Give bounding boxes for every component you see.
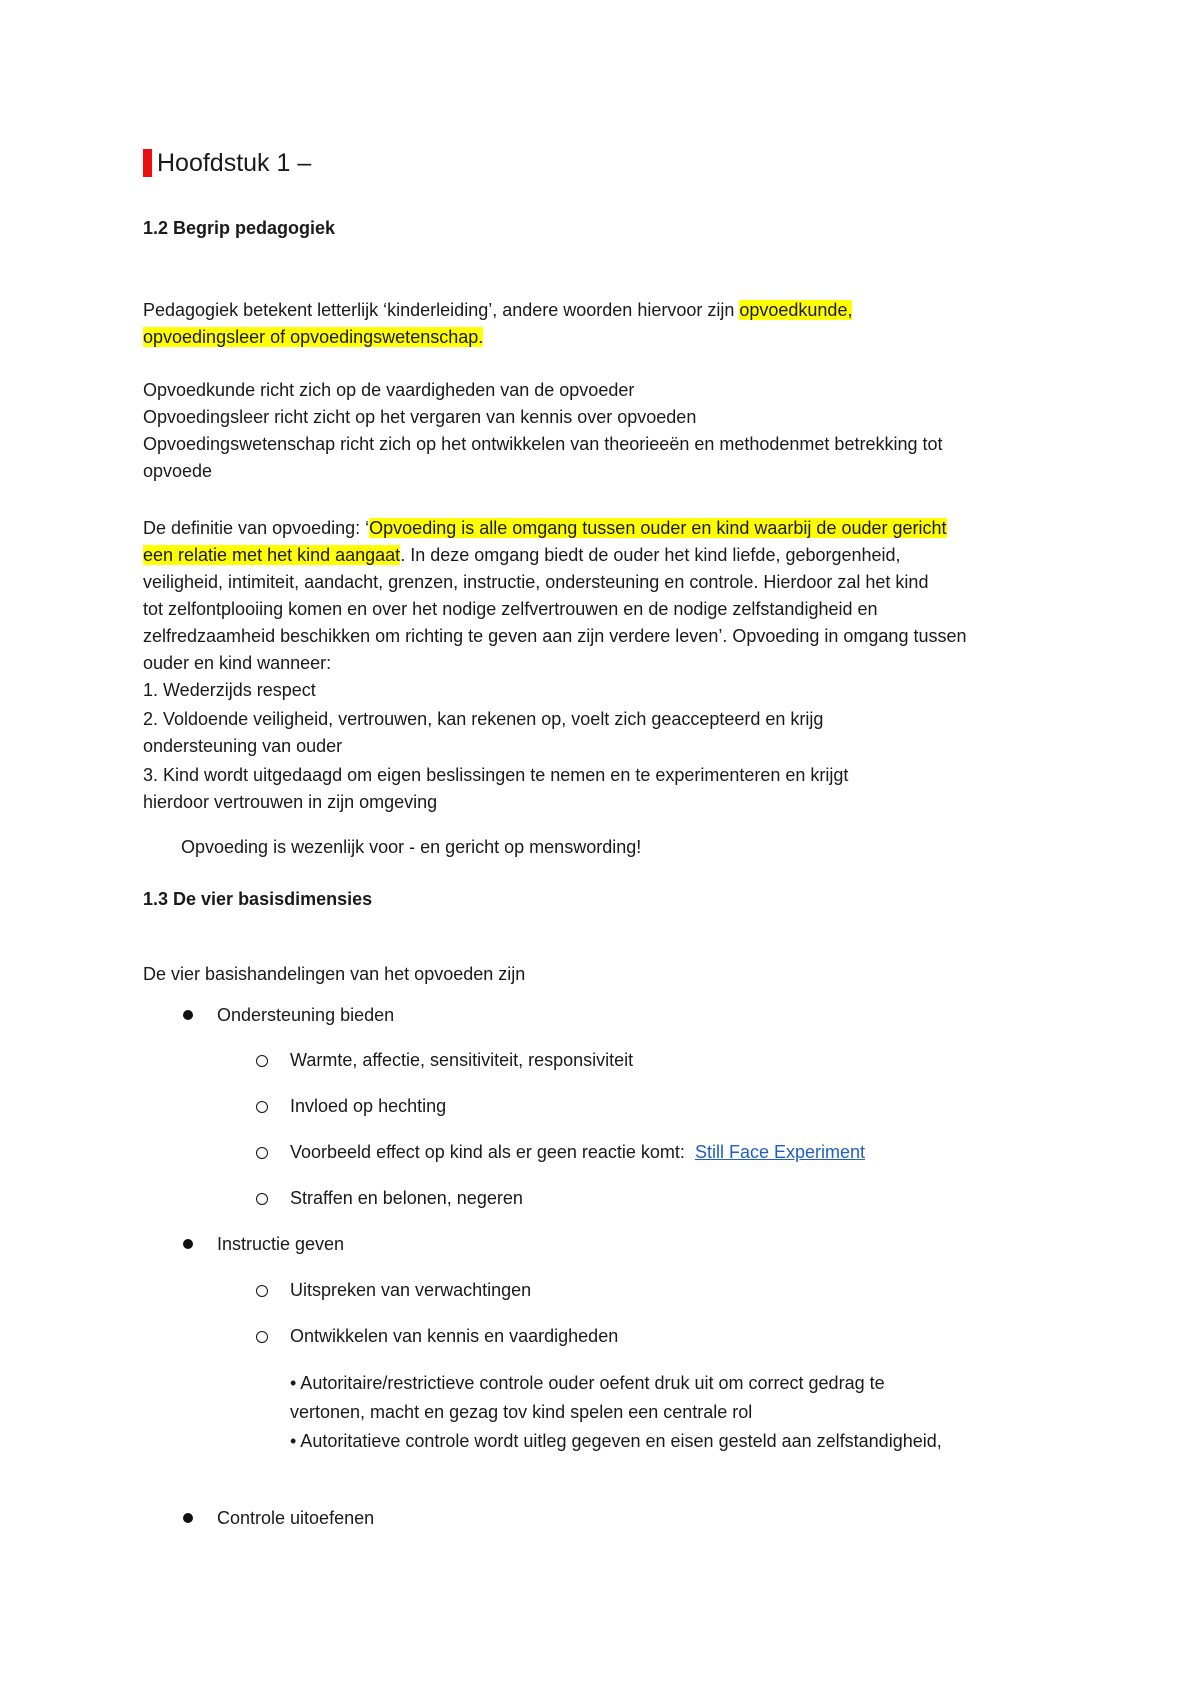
sub-sub-item-continuation: vertonen, macht en gezag tov kind spelen een centrale rol xyxy=(290,1402,753,1422)
circle-bullet-icon xyxy=(256,1147,268,1159)
sub-bullet-item: Warmte, affectie, sensitiviteit, responsiviteit xyxy=(290,1050,634,1070)
circle-bullet-icon xyxy=(256,1193,268,1205)
numbered-item-continuation: ondersteuning van ouder xyxy=(143,736,343,756)
paragraph-line xyxy=(143,324,483,351)
circle-bullet-icon xyxy=(256,1055,268,1067)
bullet-icon xyxy=(183,1239,193,1249)
paragraph-line xyxy=(143,297,852,324)
sub-bullet-item xyxy=(290,1139,865,1166)
paragraph-line: Opvoedkunde richt zich op de vaardigheden van de opvoeder xyxy=(143,380,635,400)
definition-line xyxy=(143,515,947,542)
circle-bullet-icon xyxy=(256,1101,268,1113)
bullet-item: Instructie geven xyxy=(217,1234,345,1254)
numbered-item: 3. Kind wordt uitgedaagd om eigen beslissingen te nemen en te experimenteren en krijgt xyxy=(143,765,849,785)
numbered-item: 2. Voldoende veiligheid, vertrouwen, kan rekenen op, voelt zich geaccepteerd en krijg xyxy=(143,709,824,729)
sub-bullet-item: Uitspreken van verwachtingen xyxy=(290,1280,532,1300)
bullet-icon xyxy=(183,1513,193,1523)
quote-line: Opvoeding is wezenlijk voor - en gericht op menswording! xyxy=(181,837,642,857)
highlight: Opvoeding is alle omgang tussen ouder en kind waarbij de ouder gericht xyxy=(369,518,947,538)
sub-bullet-item: Straffen en belonen, negeren xyxy=(290,1188,523,1208)
paragraph-line: Opvoedingswetenschap richt zich op het ontwikkelen van theorieeën en methodenmet betrekking tot xyxy=(143,434,943,454)
chapter-heading xyxy=(143,147,311,179)
sub-sub-item: • Autoritaire/restrictieve controle ouder oefent druk uit om correct gedrag te xyxy=(290,1373,885,1393)
definition-line xyxy=(143,542,901,569)
paragraph-line: opvoede xyxy=(143,461,213,481)
highlight: opvoedkunde, xyxy=(739,300,853,320)
sub-bullet-item: Invloed op hechting xyxy=(290,1096,447,1116)
numbered-item-continuation: hierdoor vertrouwen in zijn omgeving xyxy=(143,792,438,812)
text: De definitie van opvoeding: ‘ xyxy=(143,518,370,538)
text: Voorbeeld effect op kind als er geen reactie komt: xyxy=(290,1142,685,1162)
definition-line: tot zelfontplooiing komen en over het nodige zelfvertrouwen en de nodige zelfstandigheid en xyxy=(143,599,878,619)
chapter-title: Hoofdstuk 1 – xyxy=(157,148,312,177)
bullet-item: Controle uitoefenen xyxy=(217,1508,375,1528)
bullet-item: Ondersteuning bieden xyxy=(217,1005,395,1025)
definition-line: zelfredzaamheid beschikken om richting te geven aan zijn verdere leven’. Opvoeding in omgang tussen xyxy=(143,626,967,646)
bullet-icon xyxy=(183,1010,193,1020)
sub-sub-item: • Autoritatieve controle wordt uitleg gegeven en eisen gesteld aan zelfstandigheid, xyxy=(290,1431,942,1451)
red-marker xyxy=(143,149,152,177)
circle-bullet-icon xyxy=(256,1285,268,1297)
definition-line: veiligheid, intimiteit, aandacht, grenzen, instructie, ondersteuning en controle. Hierdoor zal het kind xyxy=(143,572,929,592)
circle-bullet-icon xyxy=(256,1331,268,1343)
still-face-experiment-link[interactable]: Still Face Experiment xyxy=(694,1142,865,1162)
sub-bullet-item: Ontwikkelen van kennis en vaardigheden xyxy=(290,1326,619,1346)
highlight: een relatie met het kind aangaat xyxy=(143,545,401,565)
intro-line: De vier basishandelingen van het opvoeden zijn xyxy=(143,964,526,984)
section-heading-1-2: 1.2 Begrip pedagogiek xyxy=(143,218,336,238)
highlight: opvoedingsleer of opvoedingswetenschap. xyxy=(143,327,484,347)
definition-line: ouder en kind wanneer: xyxy=(143,653,332,673)
text: Pedagogiek betekent letterlijk ‘kinderleiding’, andere woorden hiervoor zijn xyxy=(143,300,740,320)
numbered-item: 1. Wederzijds respect xyxy=(143,680,316,700)
paragraph-line: Opvoedingsleer richt zicht op het vergaren van kennis over opvoeden xyxy=(143,407,697,427)
section-heading-1-3: 1.3 De vier basisdimensies xyxy=(143,889,373,909)
text: . In deze omgang biedt de ouder het kind liefde, geborgenheid, xyxy=(400,545,901,565)
